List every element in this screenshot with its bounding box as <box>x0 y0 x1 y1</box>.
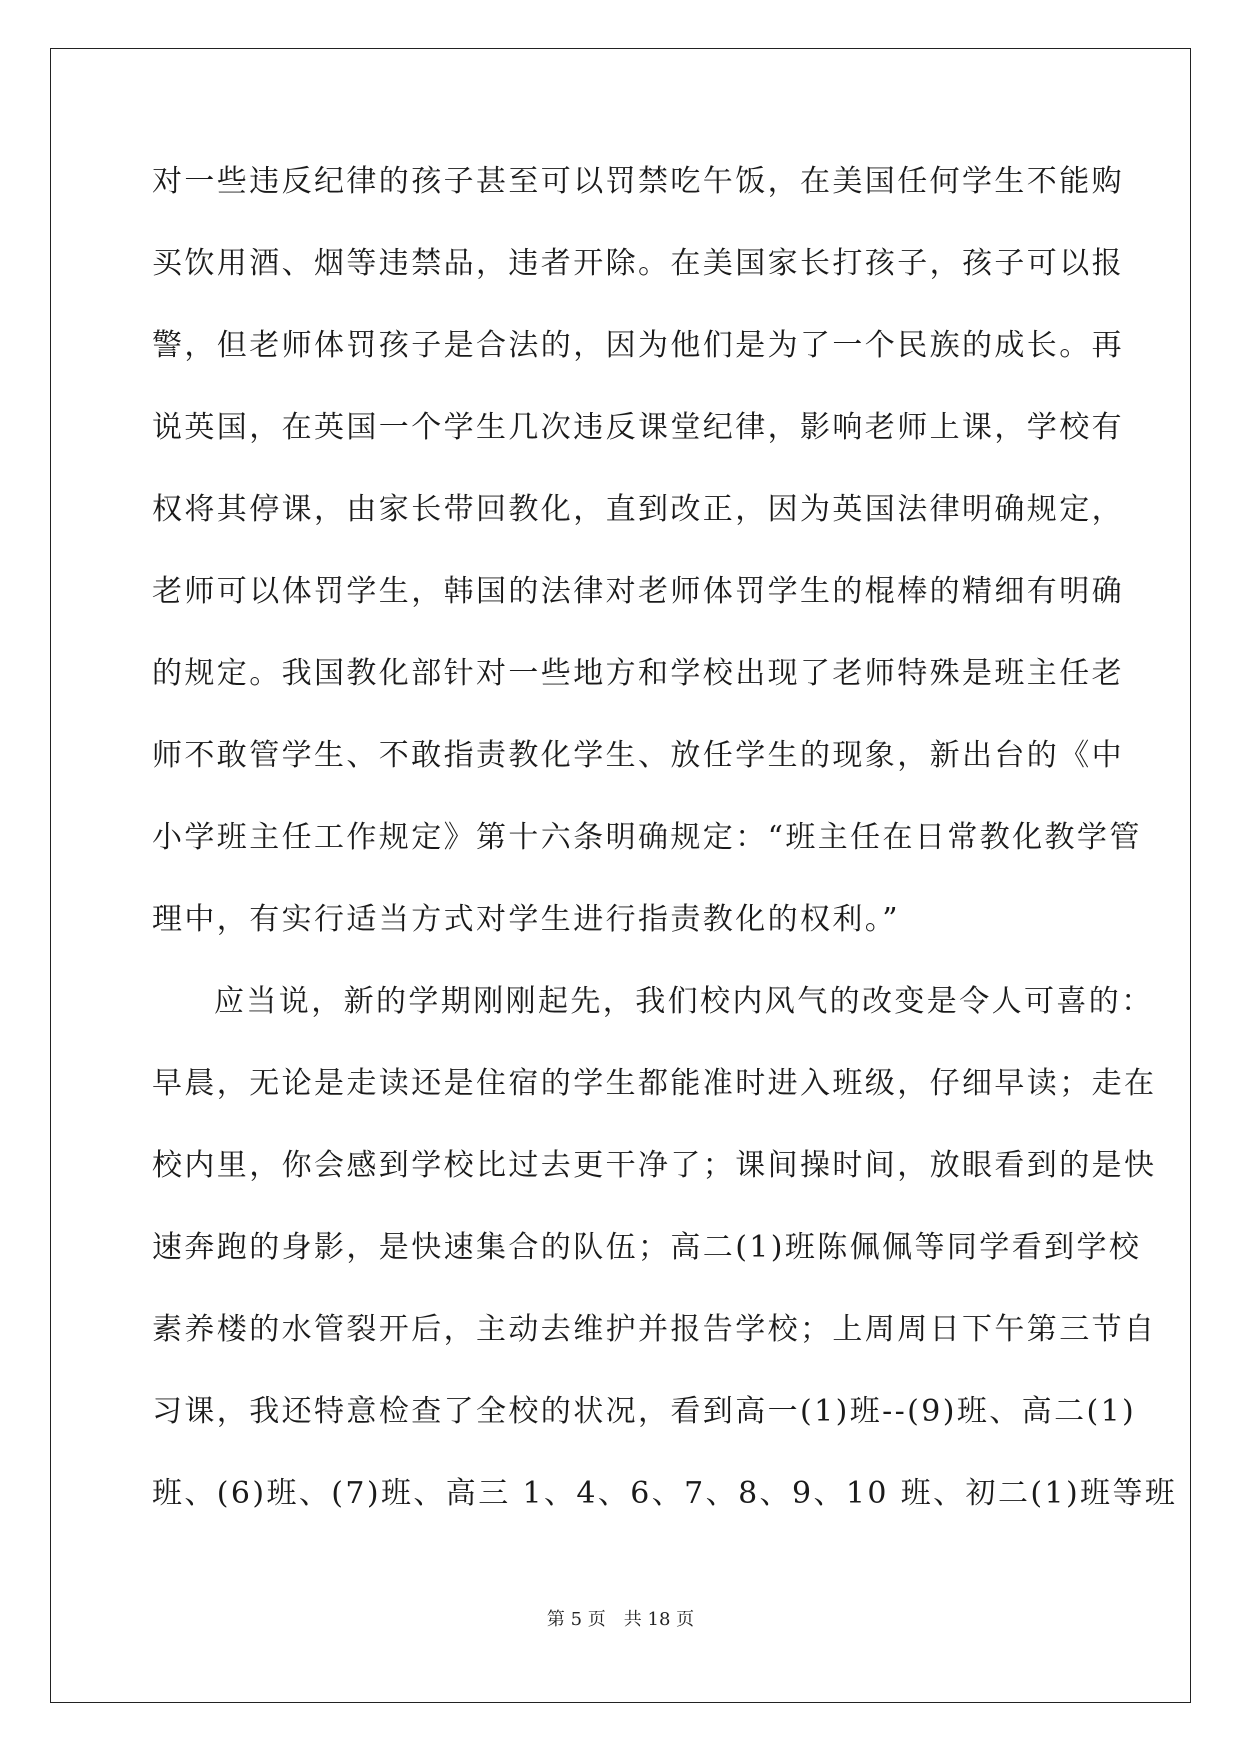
text-line: 班、(6)班、(7)班、高三 1、4、6、7、8、9、10 班、初二(1)班等班 <box>152 1476 1178 1511</box>
page-number: 第 5 页 <box>546 1609 606 1630</box>
text-line: 老师可以体罚学生，韩国的法律对老师体罚学生的棍棒的精细有明确 <box>152 574 1124 609</box>
text-line: 早晨，无论是走读还是住宿的学生都能准时进入班级，仔细早读；走在 <box>152 1066 1157 1101</box>
text-line: 警，但老师体罚孩子是合法的，因为他们是为了一个民族的成长。再 <box>152 328 1124 363</box>
text-line: 买饮用酒、烟等违禁品，违者开除。在美国家长打孩子，孩子可以报 <box>152 246 1124 281</box>
text-line: 习课，我还特意检查了全校的状况，看到高一(1)班--(9)班、高二(1) <box>152 1394 1137 1429</box>
page-total: 共 18 页 <box>623 1609 695 1630</box>
text-line: 素养楼的水管裂开后，主动去维护并报告学校；上周周日下午第三节自 <box>152 1312 1157 1347</box>
text-line: 说英国，在英国一个学生几次违反课堂纪律，影响老师上课，学校有 <box>152 410 1124 445</box>
page-footer <box>0 1605 1241 1631</box>
text-line: 小学班主任工作规定》第十六条明确规定：“班主任在日常教化教学管 <box>152 820 1142 855</box>
text-line: 对一些违反纪律的孩子甚至可以罚禁吃午饭，在美国任何学生不能购 <box>152 164 1124 199</box>
text-line: 师不敢管学生、不敢指责教化学生、放任学生的现象，新出台的《中 <box>152 738 1124 773</box>
text-line: 的规定。我国教化部针对一些地方和学校出现了老师特殊是班主任老 <box>152 656 1124 691</box>
paragraph-first-line: 应当说，新的学期刚刚起先，我们校内风气的改变是令人可喜的： <box>214 984 1154 1019</box>
text-line: 权将其停课，由家长带回教化，直到改正，因为英国法律明确规定， <box>152 492 1124 527</box>
text-line: 校内里，你会感到学校比过去更干净了；课间操时间，放眼看到的是快 <box>152 1148 1157 1183</box>
text-line: 速奔跑的身影，是快速集合的队伍；高二(1)班陈佩佩等同学看到学校 <box>152 1230 1142 1265</box>
document-body <box>152 158 1178 1552</box>
text-line: 理中，有实行适当方式对学生进行指责教化的权利。” <box>152 902 900 937</box>
